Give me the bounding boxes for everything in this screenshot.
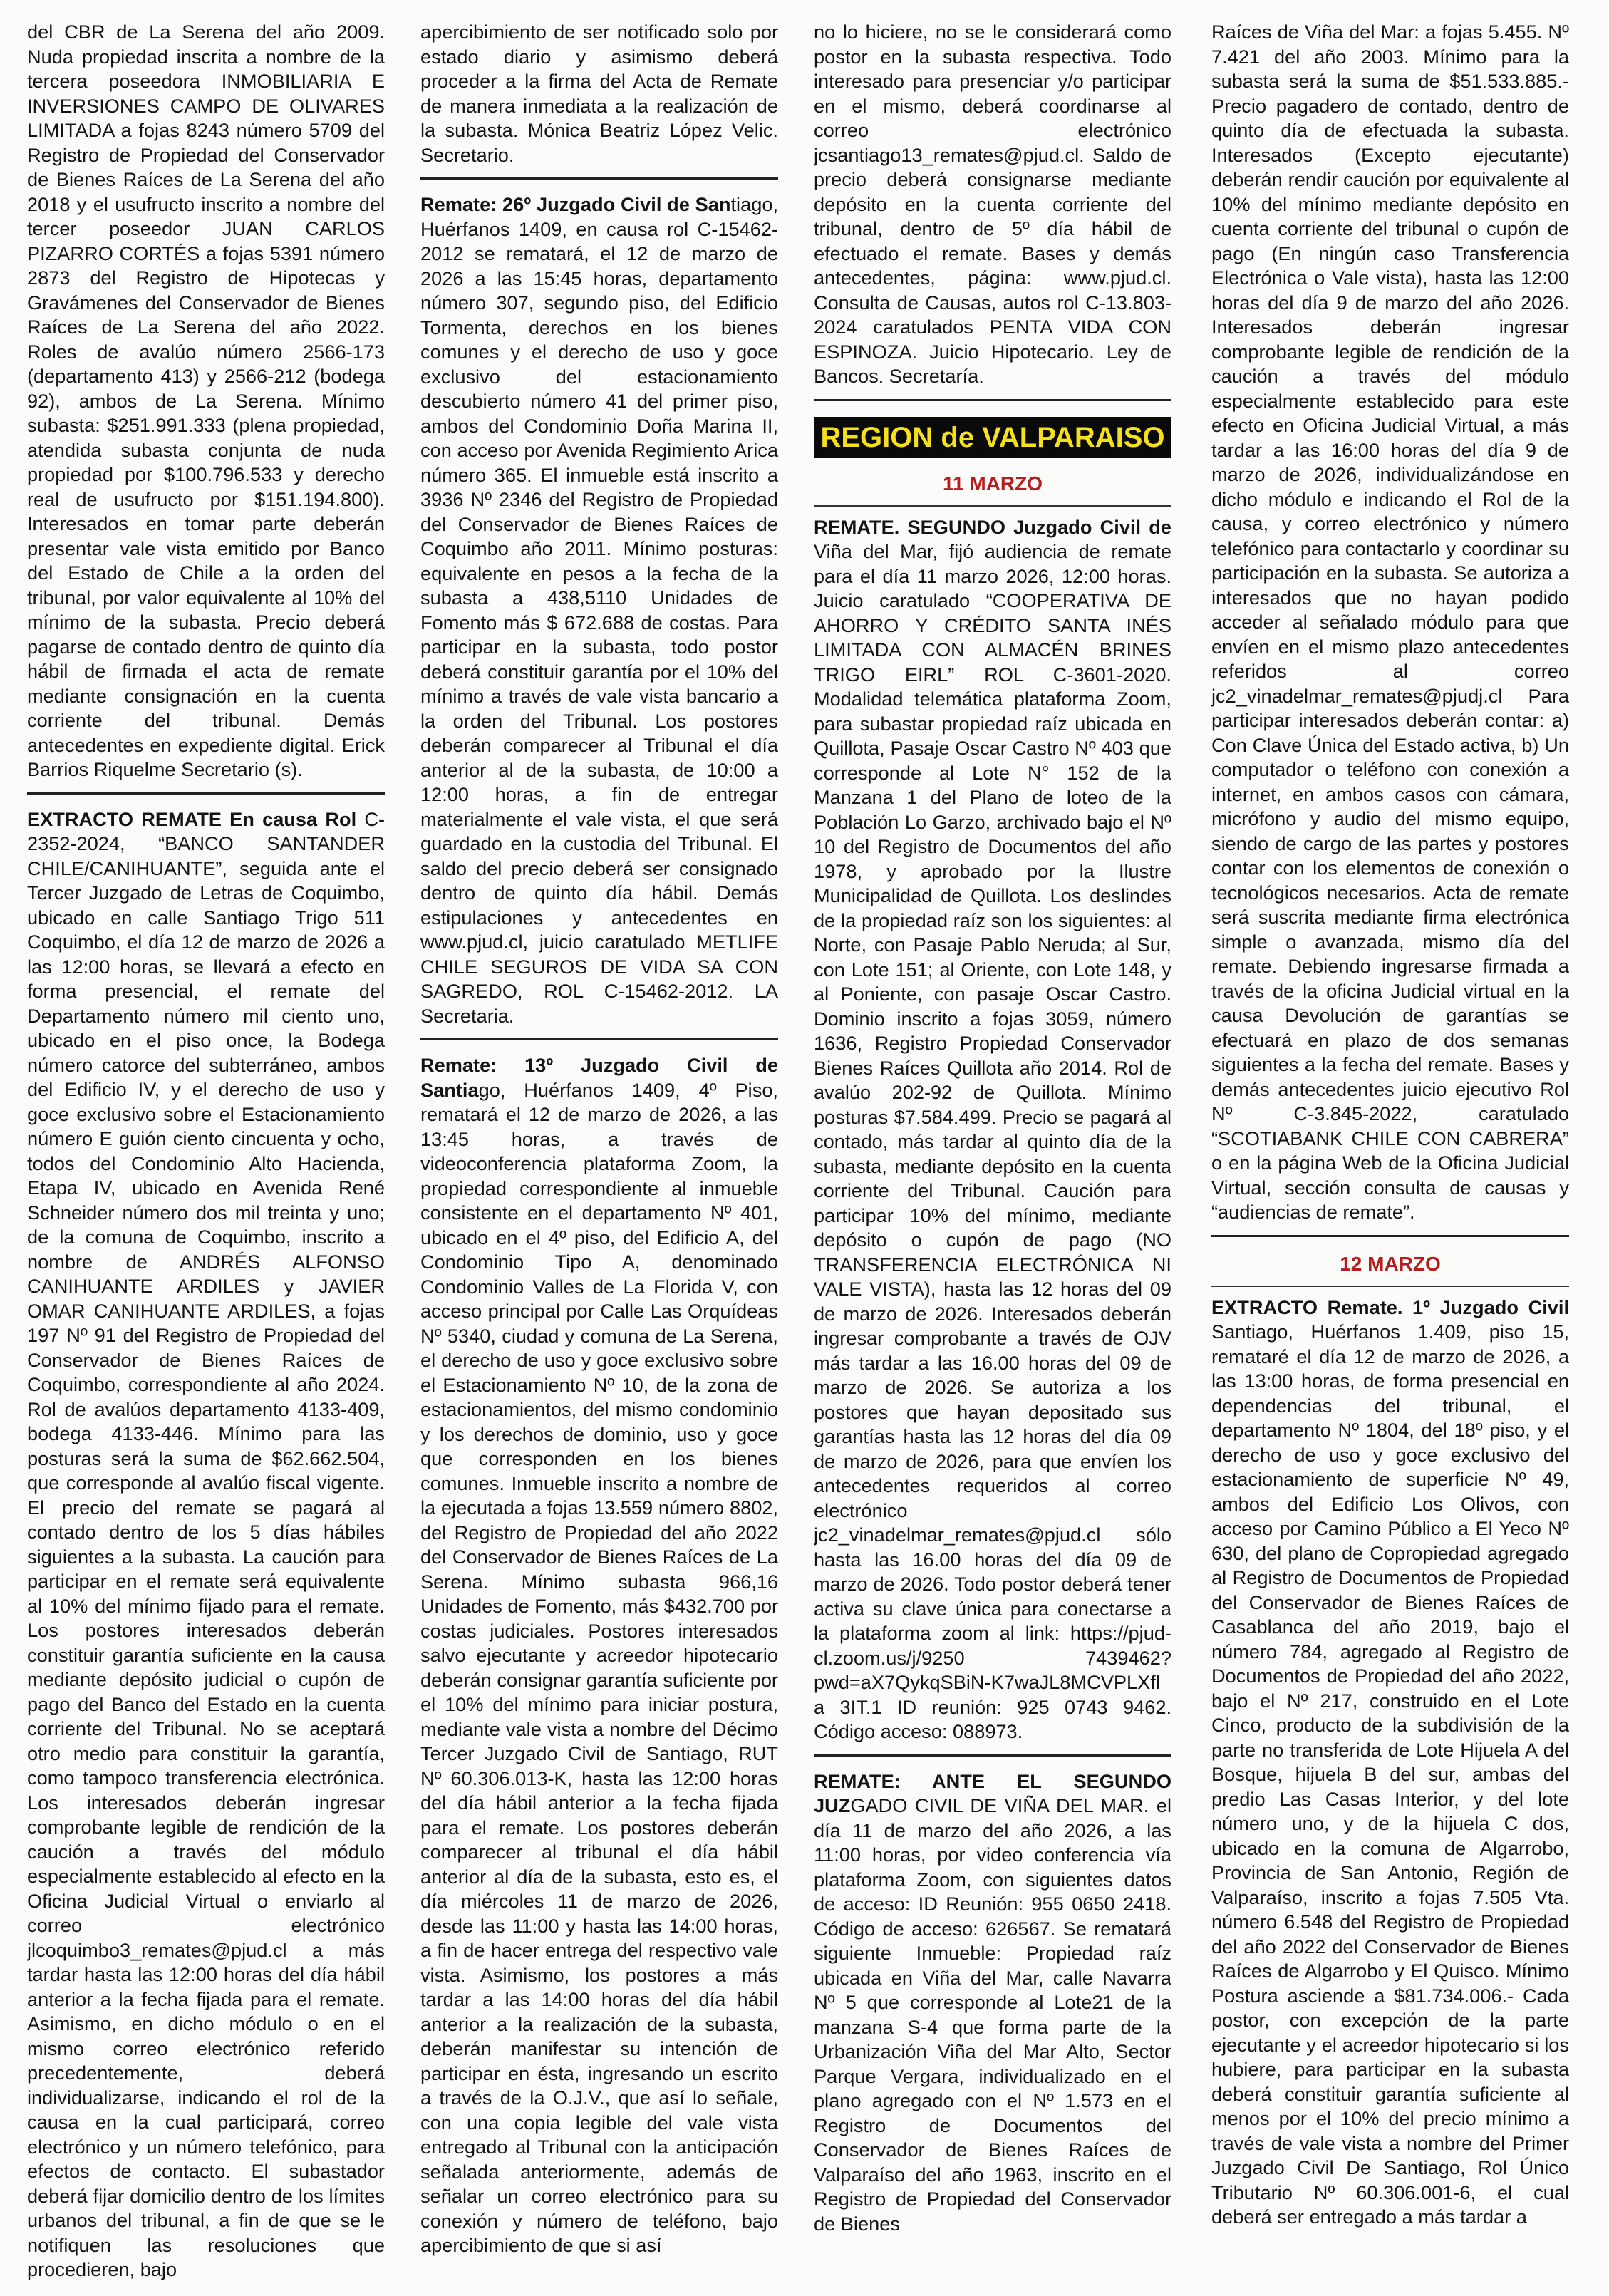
- column-3: [814, 20, 1171, 2286]
- notice-paragraph: [27, 20, 385, 782]
- date-heading: 12 MARZO: [1340, 1252, 1441, 1275]
- legal-notice: [420, 192, 778, 1028]
- legal-notice: [1211, 1296, 1569, 2230]
- notice-paragraph: [814, 515, 1171, 1744]
- notice-divider: [420, 1038, 778, 1040]
- notice-lead: REMATE. SEGUNDO Juzgado Civil de: [814, 515, 1171, 538]
- column-1: [27, 20, 385, 2286]
- notice-paragraph: [1211, 1296, 1569, 2230]
- notice-lead: EXTRACTO Remate. 1º Juzgado Civil: [1211, 1296, 1569, 1318]
- date-divider: [814, 505, 1171, 507]
- notice-paragraph: [420, 1053, 778, 2258]
- notice-body: Raíces de Viña del Mar: a fojas 5.455. Nº 7.421 del año 2003. Mínimo para la subasta será la suma de $51.533.885.- Precio pagadero de contado, dentro de quinto día de efectuada la subasta. Interesados (Excepto ejecutante) deberán rendir caución por equivalente al 10% del mínimo mediante depósito en cuenta corriente del tribunal o cupón de pago (En ningún caso Transferencia Electrónica o Vale vista), hasta las 12:00 horas del día 9 de marzo del año 2026. Interesados deberán ingresar comprobante legible de rendición de la caución a través del módulo especialmente establecido para este efecto en Oficina Judicial Virtual, a más tardar a las 16:00 horas del día 9 de marzo de 2026, individualizándose en dicho módulo e indicando el Rol de la causa, y correo electrónico y número telefónico para contactarlo y coordinar su participación en la subasta. Se autoriza a interesados que no hayan podido acceder al señalado módulo para que envíen en el mismo plazo antecedentes referidos al correo jc2_vinadelmar_remates@pjudj.cl Para participar interesados deberán contar: a) Con Clave Única del Estado activa, b) Un computador o teléfono con conexión a internet, en ambos casos con cámara, micrófono y audio del mismo equipo, siendo de cargo de las partes y postores contar con los elementos de conexión o tecnológicos necesarios. Acta de remate será suscrita mediante firma electrónica simple o avanzada, mismo día del remate. Debiendo ingresarse firmada a través de la oficina Judicial virtual en la causa Devolución de garantías se efectuará en plazo de dos semanas siguientes a la fecha del remate. Bases y demás antecedentes juicio ejecutivo Rol Nº C-3.845-2022, caratulado “SCOTIABANK CHILE CON CABRERA” o en la página Web de la Oficina Judicial Virtual, sección consulta de causas y “audiencias de remate”.: [1211, 21, 1569, 1223]
- legal-notice: [814, 1769, 1171, 2237]
- notice-divider: [27, 792, 385, 795]
- legal-notice: [420, 20, 778, 167]
- notice-body: Viña del Mar, fijó audiencia de remate para el día 11 marzo 2026, 12:00 horas. Juicio caratulado “COOPERATIVA DE AHORRO Y CRÉDITO SANTA INÉS LIMITADA CON ALMACÉN BRINES TRIGO EIRL” ROL C-3601-2020. Modalidad telemática plataforma Zoom, para subastar propiedad raíz ubicada en Quillota, Pasaje Oscar Castro Nº 403 que corresponde al Lote N° 152 de la Manzana 1 del Plano de loteo de la Población Lo Garzo, archivado bajo el Nº 10 del Registro de Documentos del año 1978, y aprobado por la Ilustre Municipalidad de Quillota. Los deslindes de la propiedad raíz son los siguientes: al Norte, con Pasaje Pablo Neruda; al Sur, con Lote 151; al Oriente, con Lote 148, y al Poniente, con pasaje Oscar Castro. Dominio inscrito a fojas 3059, número 1636, Registro Propiedad Conservador Bienes Raíces Quillota año 2014. Rol de avalúo 202-92 de Quillota. Mínimo posturas $7.584.499. Precio se pagará al contado, más tardar al quinto día de la subasta, mediante depósito en la cuenta corriente del Tribunal. Caución para participar 10% del mínimo, mediante depósito o cupón de pago (NO TRANSFERENCIA ELECTRÓNICA NI VALE VISTA), hasta las 12 horas del 09 de marzo de 2026. Interesados deberán ingresar comprobante a través de OJV más tardar a las 16.00 horas del 09 de marzo de 2026. Se autoriza a los postores que hayan depositado sus garantías hasta las 12 horas del día 09 de marzo de 2026, para que envíen los antecedentes requeridos al correo electrónico jc2_vinadelmar_remates@pjud.cl sólo hasta las 16.00 horas del día 09 de marzo de 2026. Todo postor deberá tener activa su clave única para conectarse a la plataforma zoom al link: https://pjud-cl.zoom.us/j/9250 7439462?pwd=aX7QykqSBiN-K7waJL8MCVPLXfl a 3IT.1 ID reunión: 925 0743 9462. Código acceso: 088973.: [814, 540, 1171, 1742]
- notice-body: del CBR de La Serena del año 2009. Nuda propiedad inscrita a nombre de la tercera poseedora INMOBILIARIA E INVERSIONES CAMPO DE OLIVARES LIMITADA a fojas 8243 número 5709 del Registro de Propiedad del Conservador de Bienes Raíces de La Serena del año 2018 y el usufructo inscrito a nombre del tercer poseedor JUAN CARLOS PIZARRO CORTÉS a fojas 5391 número 2873 del Registro de Hipotecas y Gravámenes del Conservador de Bienes Raíces de La Serena del año 2022. Roles de avalúo número 2566-173 (departamento 413) y 2566-212 (bodega 92), ambos de La Serena. Mínimo subasta: $251.991.333 (plena propiedad, atendida subasta conjunta de nuda propiedad por $100.796.533 y derecho real de usufructo por $151.194.800). Interesados en tomar parte deberán presentar vale vista emitido por Banco del Estado de Chile a la orden del tribunal, por valor equivalente al 10% del mínimo de la subasta. Precio deberá pagarse de contado dentro de quinto día hábil de firmada el acta de remate mediante consignación en la cuenta corriente del tribunal. Demás antecedentes en expediente digital. Erick Barrios Riquelme Secretario (s).: [27, 21, 385, 780]
- notice-lead: EXTRACTO REMATE En causa Rol: [27, 807, 357, 830]
- notice-paragraph: [27, 807, 385, 2282]
- notice-lead: Remate: 26º Juzgado Civil de San: [420, 193, 731, 215]
- column-4: [1211, 20, 1569, 2286]
- legal-notice: [1211, 20, 1569, 1225]
- notice-paragraph: [814, 1769, 1171, 2237]
- notice-body: tiago, Huérfanos 1409, en causa rol C-15462-2012 se rematará, el 12 de marzo de 2026 a las 15:45 horas, departamento número 307, segundo piso, del Edificio Tormenta, derechos en los bienes comunes y el derecho de uso y goce exclusivo del estacionamiento descubierto número 41 del primer piso, ambos del Condominio Doña Marina II, con acceso por Avenida Regimiento Arica número 365. El inmueble está inscrito a 3936 Nº 2346 del Registro de Propiedad del Conservador de Bienes Raíces de Coquimbo año 2011. Mínimo posturas: equivalente en pesos a la fecha de la subasta a 438,5110 Unidades de Fomento más $ 672.688 de costas. Para participar en la subasta, todo postor deberá constituir garantía por el 10% del mínimo a través de vale vista bancario a la orden del Tribunal. Los postores deberán comparecer al Tribunal el día anterior al de la subasta, de 10:00 a 12:00 horas, a fin de entregar materialmente el vale vista, el que será guardado en la custodia del Tribunal. El saldo del precio deberá ser consignado dentro de quinto día hábil. Demás estipulaciones y antecedentes en www.pjud.cl, juicio caratulado METLIFE CHILE SEGUROS DE VIDA SA CON SAGREDO, ROL C-15462-2012. LA Secretaria.: [420, 193, 778, 1027]
- notice-lead: REMATE: ANTE EL SEGUNDO JUZ: [814, 1769, 1171, 1816]
- date-heading: 11 MARZO: [942, 472, 1043, 495]
- legal-notice: [814, 20, 1171, 389]
- notice-divider: [420, 177, 778, 180]
- date-divider: [1211, 1286, 1569, 1287]
- region-banner: REGION de VALPARAISO: [814, 417, 1171, 458]
- notice-lead: Remate: 13º Juzgado Civil de Santia: [420, 1054, 778, 1101]
- notice-body: go, Huérfanos 1409, 4º Piso, rematará el 12 de marzo de 2026, a las 13:45 horas, a través de videoconferencia plataforma Zoom, la propiedad correspondiente al inmueble consistente en el departamento Nº 401, ubicado en el 4º piso, del Edificio A, del Condominio Tipo A, denominado Condominio Valles de La Florida V, con acceso principal por Calle Las Orquídeas Nº 5340, ciudad y comuna de La Serena, el derecho de uso y goce exclusivo sobre el Estacionamiento Nº 10, de la zona de estacionamientos, del mismo condominio y los derechos de dominio, uso y goce que corresponden en los bienes comunes. Inmueble inscrito a nombre de la ejecutada a fojas 13.559 número 8802, del Registro de Propiedad del año 2022 del Conservador de Bienes Raíces de La Serena. Mínimo subasta 966,16 Unidades de Fomento, más $432.700 por costas judiciales. Postores interesados salvo ejecutante y acreedor hipotecario deberán consignar garantía suficiente por el 10% del mínimo para iniciar postura, mediante vale vista a nombre del Décimo Tercer Juzgado Civil de Santiago, RUT Nº 60.306.013-K, hasta las 12:00 horas del día hábil anterior a la fecha fijada para el remate. Los postores deberán comparecer al tribunal el día hábil anterior al día de la subasta, esto es, el día miércoles 11 de marzo de 2026, desde las 11:00 y hasta las 14:00 horas, a fin de hacer entrega del respectivo vale vista. Asimismo, los postores a más tardar a las 14:00 horas del día hábil anterior a la realización de la subasta, deberán manifestar su intención de participar en ésta, ingresando un escrito a través de la O.J.V., que así lo señale, con una copia legible del vale vista entregado al Tribunal con la anticipación señalada anteriormente, además de señalar un correo electrónico para su conexión y número de teléfono, bajo apercibimiento de que si así: [420, 1078, 778, 2256]
- notice-body: no lo hiciere, no se le considerará como postor en la subasta respectiva. Todo interesado para presenciar y/o participar en el mismo, deberá coordinarse al correo electrónico jcsantiago13_remates@pjud.cl. Saldo de precio deberá consignarse mediante depósito en la cuenta corriente del tribunal, dentro de 5º día hábil de efectuado el remate. Bases y demás antecedentes, página: www.pjud.cl. Consulta de Causas, autos rol C-13.803-2024 caratulados PENTA VIDA CON ESPINOZA. Juicio Hipotecario. Ley de Bancos. Secretaría.: [814, 21, 1171, 387]
- legal-notice: [814, 515, 1171, 1744]
- notice-paragraph: [420, 20, 778, 167]
- notice-paragraph: [420, 192, 778, 1028]
- notice-divider: [814, 1754, 1171, 1757]
- notice-paragraph: [1211, 20, 1569, 1225]
- legal-notice: [27, 20, 385, 782]
- legal-notice: [27, 807, 385, 2282]
- notice-body: GADO CIVIL DE VIÑA DEL MAR. el día 11 de marzo del año 2026, a las 11:00 horas, por video conferencia vía plataforma Zoom, con siguientes datos de acceso: ID Reunión: 955 0650 2418. Código de acceso: 626567. Se rematará siguiente Inmueble: Propiedad raíz ubicada en Viña del Mar, calle Navarra Nº 5 que corresponde al Lote21 de la manzana S-4 que forma parte de la Urbanización Viña del Mar Alto, Sector Parque Vergara, individualizado en el plano agregado con el Nº 1.573 en el Registro de Documentos del Conservador de Bienes Raíces de Valparaíso del año 1963, inscrito en el Registro de Propiedad del Conservador de Bienes: [814, 1794, 1171, 2235]
- notice-body: C-2352-2024, “BANCO SANTANDER CHILE/CANIHUANTE”, seguida ante el Tercer Juzgado de Letras de Coquimbo, ubicado en calle Santiago Trigo 511 Coquimbo, el día 12 de marzo de 2026 a las 12:00 horas, se llevará a efecto en forma presencial, el remate del Departamento número mil ciento uno, ubicado en el piso once, la Bodega número catorce del subterráneo, ambos del Edificio IV, y el derecho de uso y goce exclusivo sobre el Estacionamiento número E guión ciento cincuenta y ocho, todos del Condominio Alto Hacienda, Etapa IV, ubicado en Avenida René Schneider número dos mil treinta y uno; de la comuna de Coquimbo, inscrito a nombre de ANDRÉS ALFONSO CANIHUANTE ARDILES y JAVIER OMAR CANIHUANTE ARDILES, a fojas 197 Nº 91 del Registro de Propiedad del Conservador de Bienes Raíces de Coquimbo, correspondiente al año 2024. Rol de avalúos departamento 4133-409, bodega 4133-446. Mínimo para las posturas será la suma de $62.662.504, que corresponde al avalúo fiscal vigente. El precio del remate se pagará al contado dentro de los 5 días hábiles siguientes a la subasta. La caución para participar en el remate será equivalente al 10% del mínimo fijado para el remate. Los postores interesados deberán constituir garantía suficiente en la causa mediante depósito judicial o cupón de pago del Banco del Estado en la cuenta corriente del Tribunal. No se aceptará otro medio para constituir la garantía, como tampoco transferencia electrónica. Los interesados deberán ingresar comprobante legible de rendición de la caución a través del módulo especialmente establecido al efecto en la Oficina Judicial Virtual o enviarlo al correo electrónico jlcoquimbo3_remates@pjud.cl a más tardar hasta las 12:00 horas del día hábil anterior a la fecha fijada para el remate. Asimismo, en dicho módulo o en el mismo correo electrónico referido precedentemente, deberá individualizarse, indicando el rol de la causa en la cual participará, correo electrónico y un número telefónico, para efectos de contacto. El subastador deberá fijar domicilio dentro de los límites urbanos del tribunal, a fin de que se le notifiquen las resoluciones que procedieren, bajo: [27, 807, 385, 2280]
- notice-body: apercibimiento de ser notificado solo por estado diario y asimismo deberá proceder a la firma del Acta de Remate de manera inmediata a la realización de la subasta. Mónica Beatriz López Velic. Secretario.: [420, 21, 778, 166]
- notice-divider: [814, 399, 1171, 401]
- column-2: [420, 20, 778, 2286]
- notice-paragraph: [814, 20, 1171, 389]
- notice-divider: [1211, 1235, 1569, 1237]
- legal-notice: [420, 1053, 778, 2258]
- notice-body: Santiago, Huérfanos 1.409, piso 15, remataré el día 12 de marzo de 2026, a las 13:00 horas, de forma presencial en dependencias del tribunal, el departamento Nº 1804, del 18º piso, y el derecho de uso y goce exclusivo del estacionamiento de superficie Nº 49, ambos del Edificio Los Olivos, con acceso por Camino Público a El Yeco Nº 630, del plano de Copropiedad agregado al Registro de Documentos de Propiedad del Conservador de Bienes Raíces de Casablanca del año 2019, bajo el número 784, agregado al Registro de Documentos de Propiedad del año 2022, bajo el Nº 217, construido en el Lote Cinco, producto de la subdivisión de la parte no transferida de Lote Hijuela A del Bosque, hijuela B del sur, ambas del predio Las Casas Interior, y del lote número uno, y de la hijuela C dos, ubicado en la comuna de Algarrobo, Provincia de San Antonio, Región de Valparaíso, inscrito a fojas 7.505 Vta. número 6.548 del Registro de Propiedad del año 2022 del Conservador de Bienes Raíces de Algarrobo y El Quisco. Mínimo Postura asciende a $81.734.006.- Cada postor, con excepción de la parte ejecutante y el acreedor hipotecario si los hubiere, para participar en la subasta deberá constituir garantía suficiente al menos por el 10% del precio mínimo a través de vale vista a nombre del Primer Juzgado Civil De Santiago, Rol Único Tributario Nº 60.306.001-6, el cual deberá ser entregado a más tardar a: [1211, 1320, 1569, 2228]
